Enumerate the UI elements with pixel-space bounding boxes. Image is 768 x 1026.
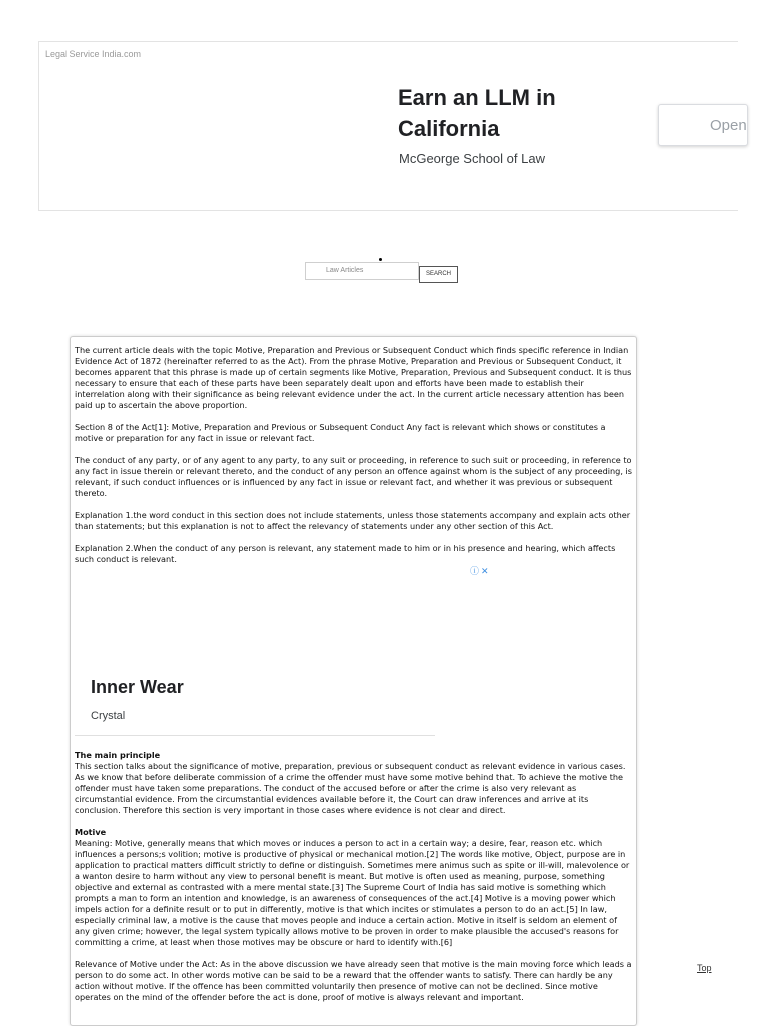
bullet-dot [379,258,382,261]
site-label: Legal Service India.com [45,49,142,59]
inline-ad-divider [75,735,435,736]
ad-open-button[interactable]: Open [658,104,748,146]
conduct-paragraph: The conduct of any party, or of any agent to any party, to any suit or proceeding, in reference to such suit or proceeding, in reference to any fact in issue therein or relevant thereto, and the conduct of any person an offence against whom is the subject of any proceeding, is relevant, if such conduct influences or is influenced by any fact in issue or relevant fact, and whether it was previous or subsequent thereto. [75,455,632,498]
inline-ad-subtitle[interactable]: Crystal [91,710,126,722]
section8-paragraph: Section 8 of the Act[1]: Motive, Preparation and Previous or Subsequent Conduct Any fact is relevant which shows or constitutes a motive or preparation for any fact in issue or relevant fact. [75,422,606,443]
motive-heading: Motive [75,827,107,837]
explanation1-paragraph: Explanation 1.the word conduct in this section does not include statements, unless those statements accompany and explain acts other than statements; but this explanation is not to affect the relevancy of statements under any other section of this Act. [75,510,631,531]
intro-paragraph: The current article deals with the topic Motive, Preparation and Previous or Subsequent Conduct which finds specific reference in Indian Evidence Act of 1872 (hereinafter referred to as the Act). From the phrase Motive, Preparation and Previous or Subsequent Conduct, it becomes apparent that this phrase is made up of certain segments like Motive, Preparation, Previous and Subsequent conduct. It is thus necessary to ensure that each of these parts have been separately dealt upon and efforts have been made to establish their interrelation along with their significance as being relevant evidence under the act. In the current article necessary attention has been paid up to ascertain the above proportion. [75,345,632,410]
main-principle-paragraph: This section talks about the significance of motive, preparation, previous or subsequent conduct as relevant evidence in various cases. As we know that before deliberate commission of a crime the offender must have some motive behind that. To achieve the motive the offender must have taken some preparations. The conduct of the accused before or after the crime is also very relevant as circumstantial evidence. From the circumstantial evidences available before it, the Court can draw inferences and arrive at its conclusion. Therefore this section is very important in those cases where evidence is not clear and direct. [75,761,626,815]
inline-advertisement[interactable] [75,566,489,736]
article-body [71,337,636,1003]
motive-paragraph: Meaning: Motive, generally means that which moves or induces a person to act in a certain way; a desire, fear, reason etc. which influences a persons;s volition; motive is productive of physical or mechanical motion.[2] The words like motive, Object, purpose are in application to practical matters difficult strictly to define or distinguish. Sometimes mere animus such as spite or ill-will, malevolence or a wanton desire to harm without any view to personal benefit is meant. But motive is often used as meaning, purpose, something objective and external as contrasted with a mere mental state.[3] The Supreme Court of India has said motive is something which prompts a man to form an intention and knowledge, is an awareness of consequences of the act.[4] Motive is a moving power which impels action for a definite result or to put in differently, motive is that which incites or stimulates a person to do an act.[5] In law, especially criminal law, a motive is the cause that moves people and induce a certain action. Motive in itself is seldom an element of any given crime; however, the legal system typically allows motive to be proven in order to make plausible the accused's reasons for committing a crime, at least when those motives may be obscure or hard to identify with.[6] [75,838,630,947]
search-input[interactable]: Law Articles [305,262,419,280]
article-container [70,336,637,1026]
relevance-paragraph: Relevance of Motive under the Act: As in the above discussion we have already seen that motive is the main moving force which leads a person to do some act. In other words motive can be said to be a reward that the offender wants to satisfy. There can hardly be any action without motive. If the offence has been committed voluntarily then presence of motive can not be declined. Since motive operates on the mind of the offender before the act is done, proof of motive is always relevant and important. [75,959,632,1002]
adchoices-icon[interactable]: ⓘ✕ [470,567,491,577]
explanation2-paragraph: Explanation 2.When the conduct of any person is relevant, any statement made to him or in his presence and hearing, which affects such conduct is relevant. [75,543,616,564]
main-principle-heading: The main principle [75,750,161,760]
inline-ad-title[interactable]: Inner Wear [91,677,184,697]
search-button[interactable]: SEARCH [419,266,458,283]
ad-subtitle[interactable]: McGeorge School of Law [399,151,545,166]
top-link[interactable]: Top [697,963,712,973]
top-advertisement[interactable] [38,41,747,211]
ad-title[interactable]: Earn an LLM in California [398,85,556,141]
